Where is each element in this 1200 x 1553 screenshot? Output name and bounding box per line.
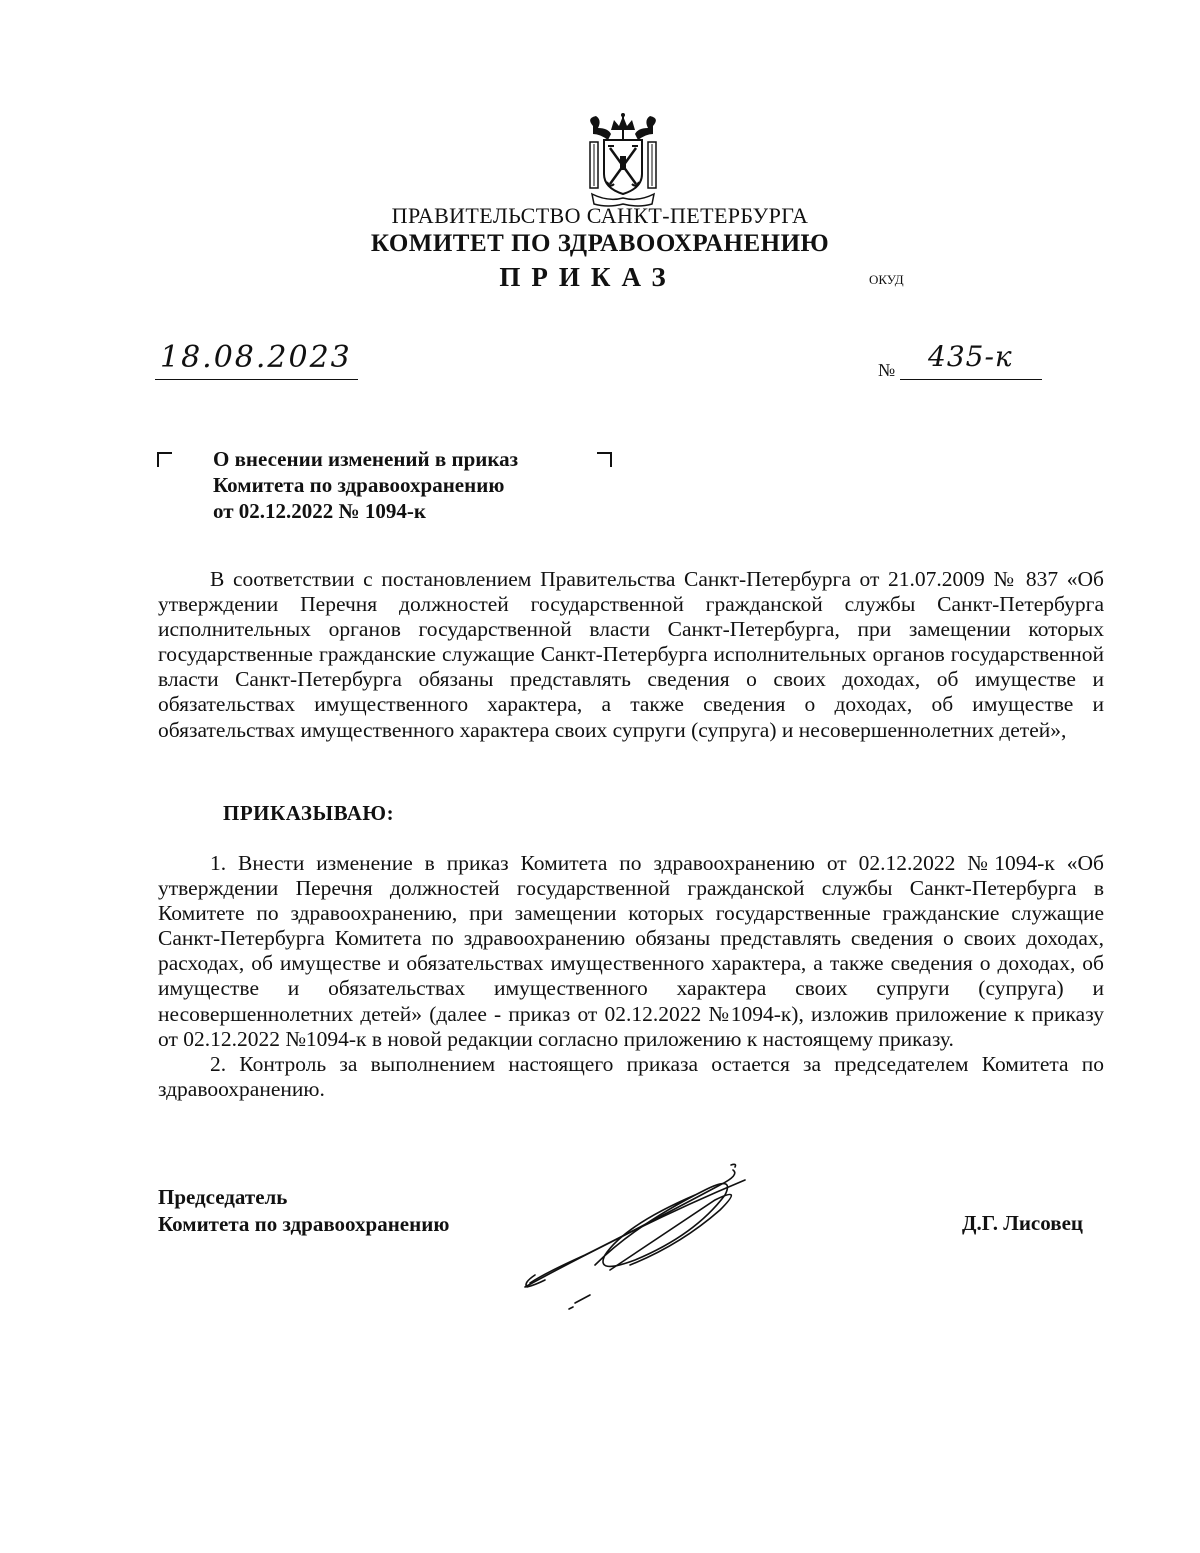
date-underline	[155, 379, 358, 380]
handwritten-signature	[505, 1155, 765, 1315]
handwritten-number: 435-к	[928, 340, 1013, 373]
order-item: 1. Внести изменение в приказ Комитета по здравоохранению от 02.12.2022 №1094-к «Об утверждении Перечня должностей государственной гражданской службы Санкт-Петербурга в Комитете по здравоохранению, при замещении которых государственные гражданские служащие Санкт-Петербурга Комитета по здравоохранению обязаны представлять сведения о своих доходах, расходах, об имуществе и обязательствах имущественного характера, а также сведения о доходах, об имуществе и обязательствах имущественного характера своих супруги (супруга) и несовершеннолетних детей» (далее - приказ от 02.12.2022 №1094-к), изложив приложение к приказу от 02.12.2022 №1094-к в новой редакции согласно приложению к настоящему приказу.	[158, 851, 1104, 1051]
number-underline	[900, 379, 1042, 380]
coat-of-arms-icon	[578, 112, 668, 212]
position-line: Комитета по здравоохранению	[158, 1212, 450, 1236]
ordering-heading: ПРИКАЗЫВАЮ:	[223, 801, 395, 825]
signatory-position	[158, 1184, 449, 1238]
preamble-paragraph: В соответствии с постановлением Правительства Санкт-Петербурга от 21.07.2009 № 837 «Об утверждении Перечня должностей государственной гражданской службы Санкт-Петербурга исполнительных органов государственной власти Санкт-Петербурга, при замещении которых государственные гражданские служащие Санкт-Петербурга исполнительных органов государственной власти Санкт-Петербурга обязаны представлять сведения о своих доходах, об имуществе и обязательствах имущественного характера, а также сведения о доходах, об имуществе и обязательствах имущественного характера своих супруги (супруга) и несовершеннолетних детей»,	[158, 567, 1104, 742]
position-line: Председатель	[158, 1185, 288, 1209]
order-items	[158, 851, 1104, 1102]
subject-line: от 02.12.2022 № 1094-к	[213, 499, 426, 523]
subject-corner-left	[157, 452, 172, 467]
okud-label: ОКУД	[869, 272, 904, 287]
handwritten-date: 18.08.2023	[160, 340, 352, 375]
subject-line: Комитета по здравоохранению	[213, 473, 505, 497]
subject-line: О внесении изменений в приказ	[213, 447, 519, 471]
number-sign: №	[878, 360, 896, 380]
subject-block	[213, 446, 518, 524]
document-type: ПРИКАЗ	[499, 262, 677, 292]
preamble-block	[158, 567, 1104, 743]
government-title: ПРАВИТЕЛЬСТВО САНКТ-ПЕТЕРБУРГА	[391, 203, 809, 228]
order-item: 2. Контроль за выполнением настоящего приказа остается за председателем Комитета по здравоохранению.	[158, 1051, 1104, 1101]
subject-corner-right	[597, 452, 612, 467]
signatory-name: Д.Г. Лисовец	[962, 1211, 1083, 1235]
committee-title: КОМИТЕТ ПО ЗДРАВООХРАНЕНИЮ	[370, 230, 830, 257]
